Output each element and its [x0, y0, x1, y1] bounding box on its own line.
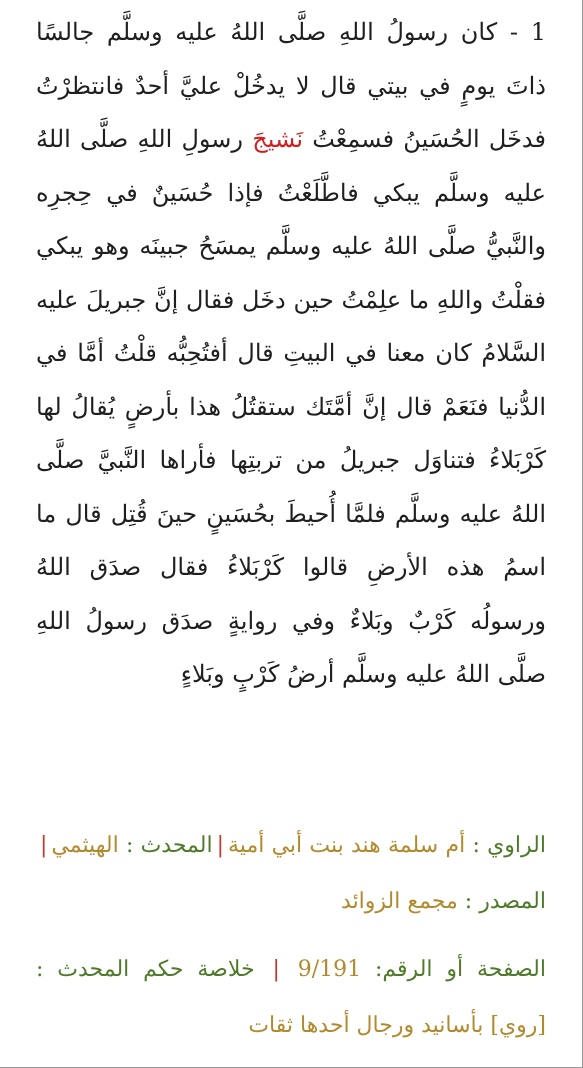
separator: | [216, 833, 225, 858]
source-value[interactable]: مجمع الزوائد [341, 889, 458, 914]
separator: | [272, 957, 280, 982]
muhaddith-label: المحدث : [125, 833, 213, 858]
ruling-value: [روي] بأسانيد ورجال أحدها ثقات [248, 1013, 546, 1038]
narrator-label: الراوي : [472, 833, 546, 858]
narrator-value[interactable]: أم سلمة هند بنت أبي أمية [228, 833, 466, 858]
page-number-value: 9/191 [297, 957, 362, 982]
page-number-label: الصفحة أو الرقم: [374, 957, 546, 982]
hadith-text-part-2: رسولِ اللهِ صلَّى اللهُ عليه وسلَّم يبكي فاطَّلَعْتُ فإذا حُسَينٌ في حِجرِه والنَّبيُّ صلَّى اللهُ عليه وسلَّم يمسَحُ جبينَه وهو يبكي فقلْتُ واللهِ ما علِمْتُ حين دخَل فقال إنَّ جبريلَ عليه السَّلامُ كان معنا في البيتِ قال أفتُحِبُّه قلْتُ أمَّا في الدُّنيا فنَعَمْ قال إنَّ أمَّتَك ستقتُلُ هذا بأرضٍ يُقالُ لها كَرْبَلاءُ فتناوَل جبريلُ من تربتِها فأراها النَّبيَّ صلَّى اللهُ عليه وسلَّم فلمَّا أُحيطَ بحُسَينٍ حينَ قُتِل قال ما اسمُ هذه الأرضِ قالوا كَرْبَلاءُ فقال صدَق اللهُ ورسولُه كَرْبٌ وبَلاءٌ وفي روايةٍ صدَق رسولُ اللهِ صلَّى اللهُ عليه وسلَّم أرضُ كَرْبٍ وبَلاءٍ [36, 125, 546, 688]
ruling-label: خلاصة حكم المحدث : [36, 957, 255, 982]
hadith-info-narrator-source [36, 818, 546, 930]
hadith-text [36, 6, 546, 702]
highlighted-word[interactable]: نَشيجَ [252, 125, 304, 153]
hadith-info-page-ruling [36, 942, 546, 1054]
separator: | [40, 833, 48, 858]
muhaddith-value[interactable]: الهيثمي [51, 833, 119, 858]
source-label: المصدر : [464, 889, 546, 914]
hadith-text-part-1: 1 - كان رسولُ اللهِ صلَّى اللهُ عليه وسلَّم جالسًا ذاتَ يومٍ في بيتي قال لا يدخُلْ عليَّ أحدٌ فانتظرْتُ فدخَل الحُسَينُ فسمِعْتُ [36, 18, 546, 153]
